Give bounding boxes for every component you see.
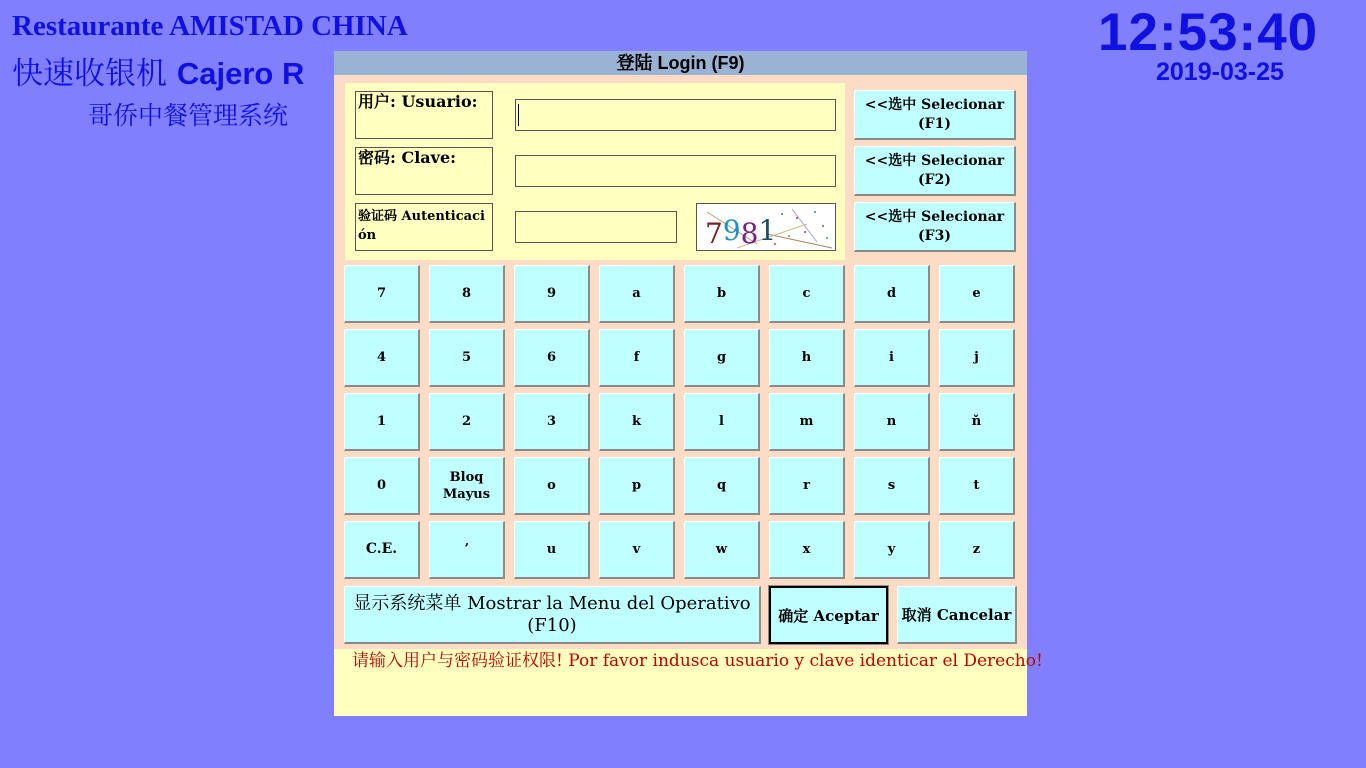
select-user-button[interactable] bbox=[854, 90, 1016, 140]
key-label: 6 bbox=[546, 350, 557, 365]
key-label: 0 bbox=[376, 478, 387, 493]
captcha-label: 验证码 Autenticación bbox=[355, 203, 493, 251]
app-name bbox=[12, 48, 304, 93]
key-button[interactable] bbox=[684, 393, 760, 451]
system-name: 哥侨中餐管理系统 bbox=[88, 101, 289, 130]
key-button[interactable] bbox=[429, 521, 505, 579]
key-label: 4 bbox=[376, 350, 387, 365]
key-label: v bbox=[632, 542, 641, 557]
key-label: f bbox=[633, 350, 640, 365]
key-button[interactable] bbox=[769, 457, 845, 515]
key-label: h bbox=[801, 350, 812, 365]
key-button[interactable] bbox=[939, 457, 1015, 515]
key-label: o bbox=[547, 478, 556, 493]
select-button-hotkey: (F1) bbox=[918, 116, 951, 132]
app-name-cn: 快速收银机 bbox=[12, 56, 167, 92]
key-label: t bbox=[973, 478, 980, 493]
key-button[interactable] bbox=[514, 265, 590, 323]
key-button[interactable] bbox=[429, 265, 505, 323]
accept-button[interactable]: 确定 Aceptar bbox=[769, 586, 888, 644]
key-label: p bbox=[631, 478, 642, 493]
key-label: 2 bbox=[461, 414, 472, 429]
app-name-es: Cajero R bbox=[176, 56, 305, 91]
key-label: C.E. bbox=[365, 541, 398, 557]
captcha-code: 7981 bbox=[705, 214, 777, 250]
key-label: ʼ bbox=[464, 542, 469, 557]
key-button[interactable] bbox=[939, 393, 1015, 451]
text-caret bbox=[518, 104, 519, 126]
select-user-button[interactable] bbox=[854, 146, 1016, 196]
key-label: 5 bbox=[461, 350, 472, 365]
key-button[interactable] bbox=[939, 521, 1015, 579]
key-button[interactable] bbox=[599, 393, 675, 451]
key-button[interactable] bbox=[514, 521, 590, 579]
key-button[interactable] bbox=[684, 457, 760, 515]
key-button[interactable] bbox=[429, 329, 505, 387]
key-label: u bbox=[546, 542, 557, 557]
select-button-label: <<选中 Selecionar bbox=[864, 209, 1005, 225]
select-button-hotkey: (F3) bbox=[918, 228, 951, 244]
key-button[interactable] bbox=[854, 329, 930, 387]
key-button[interactable] bbox=[344, 329, 420, 387]
key-button[interactable] bbox=[769, 329, 845, 387]
key-button[interactable] bbox=[854, 457, 930, 515]
key-label: 8 bbox=[461, 286, 472, 301]
key-label: g bbox=[716, 350, 727, 365]
key-label: q bbox=[716, 478, 727, 493]
key-button[interactable] bbox=[854, 521, 930, 579]
key-label: s bbox=[887, 478, 896, 493]
key-label: n bbox=[886, 414, 897, 429]
show-menu-button[interactable] bbox=[344, 586, 761, 644]
select-button-label: <<选中 Selecionar bbox=[864, 97, 1005, 113]
key-button[interactable] bbox=[684, 329, 760, 387]
user-label: 用户: Usuario: bbox=[355, 91, 493, 139]
key-button[interactable] bbox=[599, 329, 675, 387]
password-input[interactable] bbox=[515, 155, 836, 187]
key-label: w bbox=[715, 542, 728, 557]
key-button[interactable] bbox=[769, 521, 845, 579]
login-form bbox=[345, 83, 845, 260]
key-label: e bbox=[972, 286, 981, 301]
login-dialog bbox=[334, 51, 1043, 716]
key-label: c bbox=[802, 286, 811, 301]
key-button[interactable] bbox=[344, 521, 420, 579]
captcha-input[interactable] bbox=[515, 211, 677, 243]
status-message: 请输入用户与密码验证权限! Por favor indusca usuario y clave identicar el Derecho! bbox=[352, 651, 1043, 671]
key-label: z bbox=[972, 542, 981, 557]
key-button[interactable] bbox=[344, 265, 420, 323]
show-menu-label: 显示系统菜单 Mostrar la Menu del Operativo bbox=[353, 593, 751, 614]
key-label: 9 bbox=[546, 286, 557, 301]
select-user-button[interactable] bbox=[854, 202, 1016, 252]
key-button[interactable] bbox=[854, 393, 930, 451]
key-button[interactable] bbox=[344, 457, 420, 515]
key-label: i bbox=[889, 350, 894, 365]
key-label: 3 bbox=[546, 414, 557, 429]
key-button[interactable] bbox=[429, 393, 505, 451]
key-label: x bbox=[802, 542, 811, 557]
restaurant-name: Restaurante AMISTAD CHINA bbox=[12, 10, 408, 42]
key-label: d bbox=[886, 286, 897, 301]
key-label: y bbox=[887, 542, 896, 557]
key-label: m bbox=[799, 414, 814, 429]
clock: 12:53:40 bbox=[1098, 3, 1319, 62]
key-button[interactable] bbox=[854, 265, 930, 323]
key-button[interactable] bbox=[429, 457, 505, 515]
dialog-body bbox=[334, 75, 1027, 649]
key-button[interactable] bbox=[769, 265, 845, 323]
key-button[interactable] bbox=[344, 393, 420, 451]
select-button-label: <<选中 Selecionar bbox=[864, 153, 1005, 169]
key-label: a bbox=[632, 286, 641, 301]
key-label: ň bbox=[971, 414, 982, 429]
key-label: 1 bbox=[376, 414, 387, 429]
key-label: Bloq Mayus bbox=[442, 469, 491, 502]
password-label: 密码: Clave: bbox=[355, 147, 493, 195]
key-button[interactable] bbox=[599, 265, 675, 323]
show-menu-hotkey: (F10) bbox=[527, 615, 577, 636]
key-label: k bbox=[631, 414, 641, 429]
user-input[interactable] bbox=[515, 99, 836, 131]
key-button[interactable] bbox=[599, 457, 675, 515]
key-label: 7 bbox=[376, 286, 387, 301]
key-label: j bbox=[974, 350, 979, 365]
key-button[interactable] bbox=[514, 393, 590, 451]
dialog-title: 登陆 Login (F9) bbox=[334, 51, 1027, 75]
key-button[interactable] bbox=[514, 329, 590, 387]
key-label: b bbox=[716, 286, 727, 301]
select-button-hotkey: (F2) bbox=[918, 172, 951, 188]
key-label: r bbox=[803, 478, 810, 493]
key-button[interactable] bbox=[939, 329, 1015, 387]
key-button[interactable] bbox=[514, 457, 590, 515]
key-label: l bbox=[719, 414, 724, 429]
key-button[interactable] bbox=[684, 265, 760, 323]
key-button[interactable] bbox=[684, 521, 760, 579]
captcha-image[interactable] bbox=[696, 203, 836, 251]
key-button[interactable] bbox=[939, 265, 1015, 323]
key-button[interactable] bbox=[599, 521, 675, 579]
key-button[interactable] bbox=[769, 393, 845, 451]
date: 2019-03-25 bbox=[1156, 58, 1284, 86]
cancel-button[interactable]: 取消 Cancelar bbox=[897, 586, 1017, 644]
